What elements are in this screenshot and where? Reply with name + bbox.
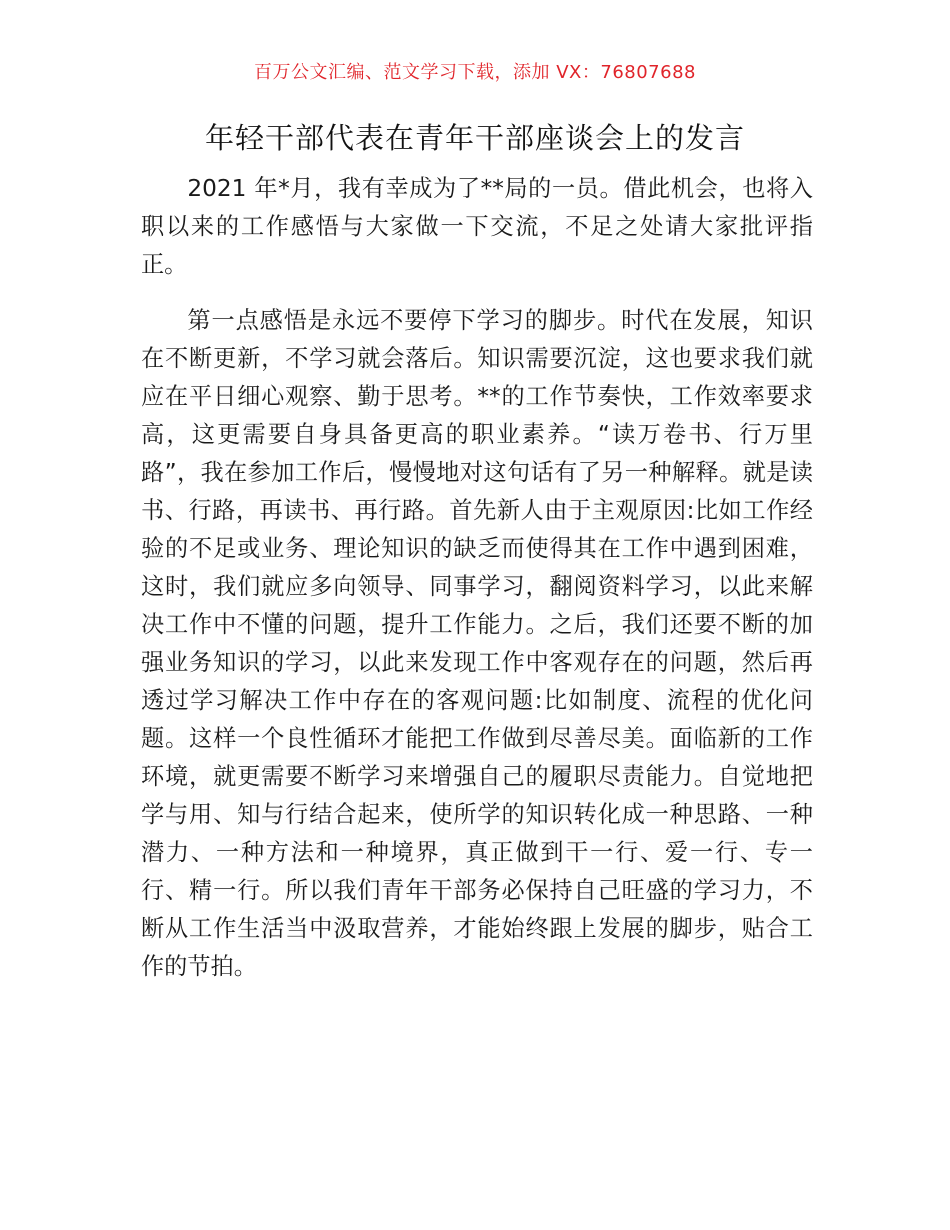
document-title: 年轻干部代表在青年干部座谈会上的发言 — [204, 121, 745, 155]
paragraph-intro: 2021 年*月，我有幸成为了**局的一员。借此机会，也将入职以来的工作感悟与大家做一下交流，不足之处请大家批评指正。 — [141, 175, 813, 278]
document-body — [141, 170, 813, 986]
paragraph-first-insight: 第一点感悟是永远不要停下学习的脚步。时代在发展，知识在不断更新，不学习就会落后。知识需要沉淀，这也要求我们就应在平日细心观察、勤于思考。**的工作节奏快，工作效率要求高，这更需要自身具备更高的职业素养。“读万卷书、行万里路”，我在参加工作后，慢慢地对这句话有了另一种解释。就是读书、行路，再读书、再行路。首先新人由于主观原因:比如工作经验的不足或业务、理论知识的缺乏而使得其在工作中遇到困难，这时，我们就应多向领导、同事学习，翻阅资料学习，以此来解决工作中不懂的问题，提升工作能力。之后，我们还要不断的加强业务知识的学习，以此来发现工作中客观存在的问题，然后再透过学习解决工作中存在的客观问题:比如制度、流程的优化问题。这样一个良性循环才能把工作做到尽善尽美。面临新的工作环境，就更需要不断学习来增强自己的履职尽责能力。自觉地把学与用、知与行结合起来，使所学的知识转化成一种思路、一种潜力、一种方法和一种境界，真正做到干一行、爱一行、专一行、精一行。所以我们青年干部务必保持自己旺盛的学习力，不断从工作生活当中汲取营养，才能始终跟上发展的脚步，贴合工作的节拍。 — [141, 307, 813, 980]
watermark-header: 百万公文汇编、范文学习下载，添加 VX：76807688 — [254, 62, 696, 83]
